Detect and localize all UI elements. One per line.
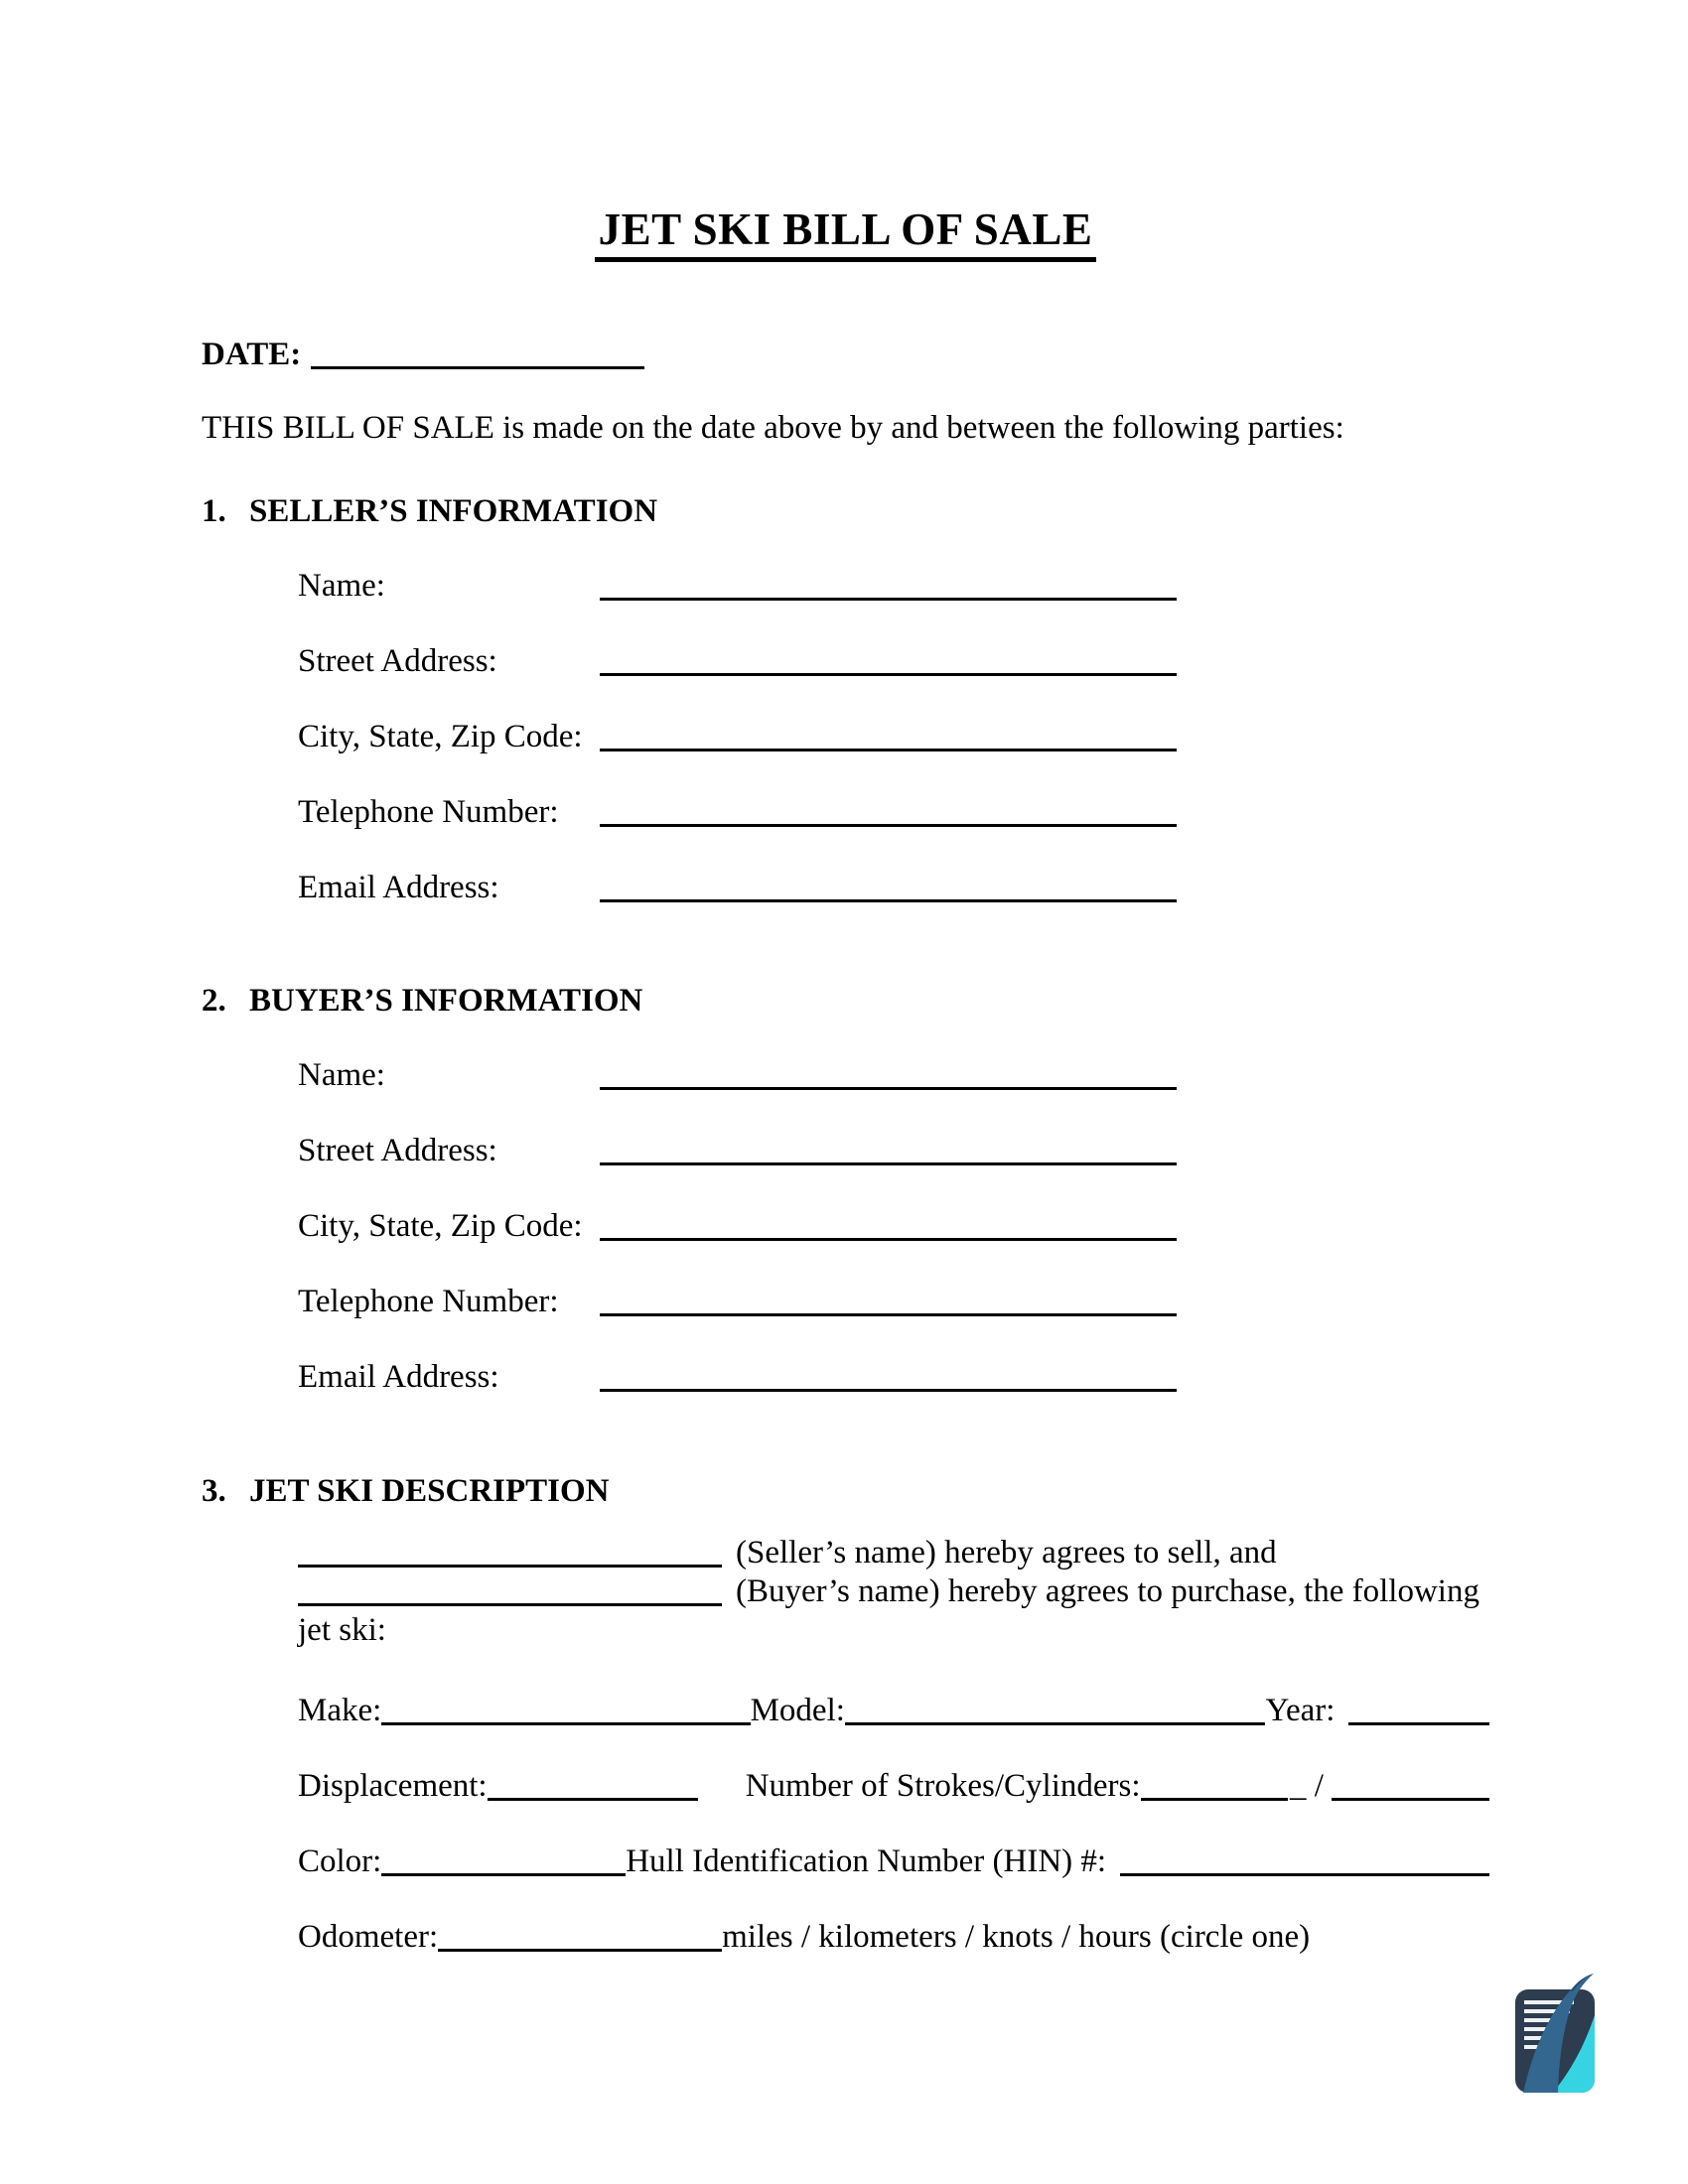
section-number: 3. — [202, 1473, 226, 1509]
field-row-seller-email — [298, 869, 1489, 906]
model-label: Model: — [750, 1693, 845, 1728]
field-blank-line — [600, 1087, 1177, 1090]
field-label: City, State, Zip Code: — [298, 719, 583, 754]
section-heading-seller — [202, 492, 1489, 530]
title-wrap — [202, 207, 1489, 262]
field-blank-line — [600, 1389, 1177, 1392]
field-blank-line — [600, 1238, 1177, 1241]
section-number: 1. — [202, 493, 226, 529]
field-blank-line — [600, 1162, 1177, 1165]
buyer-fields — [298, 1056, 1489, 1396]
displacement-label: Displacement: — [298, 1768, 488, 1804]
hin-blank-line — [1120, 1873, 1489, 1876]
field-label: Telephone Number: — [298, 794, 559, 830]
intro-text: THIS BILL OF SALE is made on the date above by and between the following parties: — [202, 410, 1344, 446]
seller-fields — [298, 567, 1489, 906]
hin-label: Hull Identification Number (HIN) #: — [626, 1843, 1107, 1879]
make-blank-line — [381, 1722, 750, 1725]
field-blank-line — [600, 899, 1177, 902]
section-number: 2. — [202, 983, 226, 1019]
displacement-blank-line — [488, 1798, 698, 1801]
buyer-name-blank-line — [298, 1603, 722, 1606]
strokes-label: Number of Strokes/Cylinders: — [745, 1768, 1141, 1804]
seller-name-clause-row — [298, 1534, 1489, 1572]
field-label: Name: — [298, 568, 385, 604]
color-label: Color: — [298, 1843, 382, 1879]
section-title-buyer: BUYER’S INFORMATION — [249, 983, 643, 1019]
make-model-year-row — [298, 1692, 1489, 1729]
field-row-buyer-street — [298, 1132, 1489, 1169]
field-blank-line — [600, 824, 1177, 827]
description-paragraph — [298, 1534, 1489, 1650]
page-title: JET SKI BILL OF SALE — [595, 207, 1097, 262]
odometer-blank-line — [438, 1949, 722, 1952]
date-row — [202, 336, 1489, 373]
field-row-seller-street — [298, 642, 1489, 680]
jet-ski-label-row: jet ski: — [298, 1612, 386, 1648]
cylinders-blank-line — [1332, 1798, 1489, 1801]
field-label: Street Address: — [298, 1133, 497, 1168]
formspal-document-logo — [1513, 1974, 1603, 2099]
field-blank-line — [600, 598, 1177, 601]
seller-clause-text: (Seller’s name) hereby agrees to sell, and — [736, 1535, 1277, 1570]
year-blank-line — [1348, 1722, 1489, 1725]
buyer-name-clause-row — [298, 1572, 1489, 1611]
field-row-seller-phone — [298, 793, 1489, 831]
year-label: Year: — [1265, 1693, 1336, 1728]
section-heading-description — [202, 1472, 1489, 1510]
odometer-units: miles / kilometers / knots / hours (circle one) — [722, 1919, 1311, 1955]
field-row-buyer-email — [298, 1358, 1489, 1396]
make-label: Make: — [298, 1693, 382, 1728]
model-blank-line — [845, 1722, 1266, 1725]
field-label: Email Address: — [298, 1359, 499, 1395]
date-label: DATE: — [202, 337, 302, 372]
field-blank-line — [600, 1313, 1177, 1316]
field-row-buyer-name — [298, 1056, 1489, 1094]
section-heading-buyer — [202, 982, 1489, 1020]
odometer-row — [298, 1918, 1489, 1956]
field-label: Street Address: — [298, 643, 497, 679]
field-label: Telephone Number: — [298, 1284, 559, 1319]
displacement-strokes-row — [298, 1767, 1489, 1805]
color-blank-line — [381, 1873, 626, 1876]
strokes-blank-line — [1141, 1798, 1288, 1801]
date-blank-line — [311, 366, 644, 369]
seller-name-blank-line — [298, 1565, 722, 1568]
field-row-seller-city — [298, 718, 1489, 755]
buyer-clause-text: (Buyer’s name) hereby agrees to purchase, the following — [736, 1573, 1479, 1609]
field-blank-line — [600, 749, 1177, 751]
field-label: Name: — [298, 1057, 385, 1093]
odometer-label: Odometer: — [298, 1919, 439, 1955]
strokes-separator: _ / — [1290, 1768, 1324, 1804]
field-row-buyer-phone — [298, 1283, 1489, 1320]
color-hin-row — [298, 1843, 1489, 1880]
field-row-buyer-city — [298, 1207, 1489, 1245]
field-blank-line — [600, 673, 1177, 676]
field-label: City, State, Zip Code: — [298, 1208, 583, 1244]
field-label: Email Address: — [298, 870, 499, 905]
section-title-seller: SELLER’S INFORMATION — [249, 493, 658, 529]
field-row-seller-name — [298, 567, 1489, 605]
section-title-description: JET SKI DESCRIPTION — [249, 1473, 610, 1509]
